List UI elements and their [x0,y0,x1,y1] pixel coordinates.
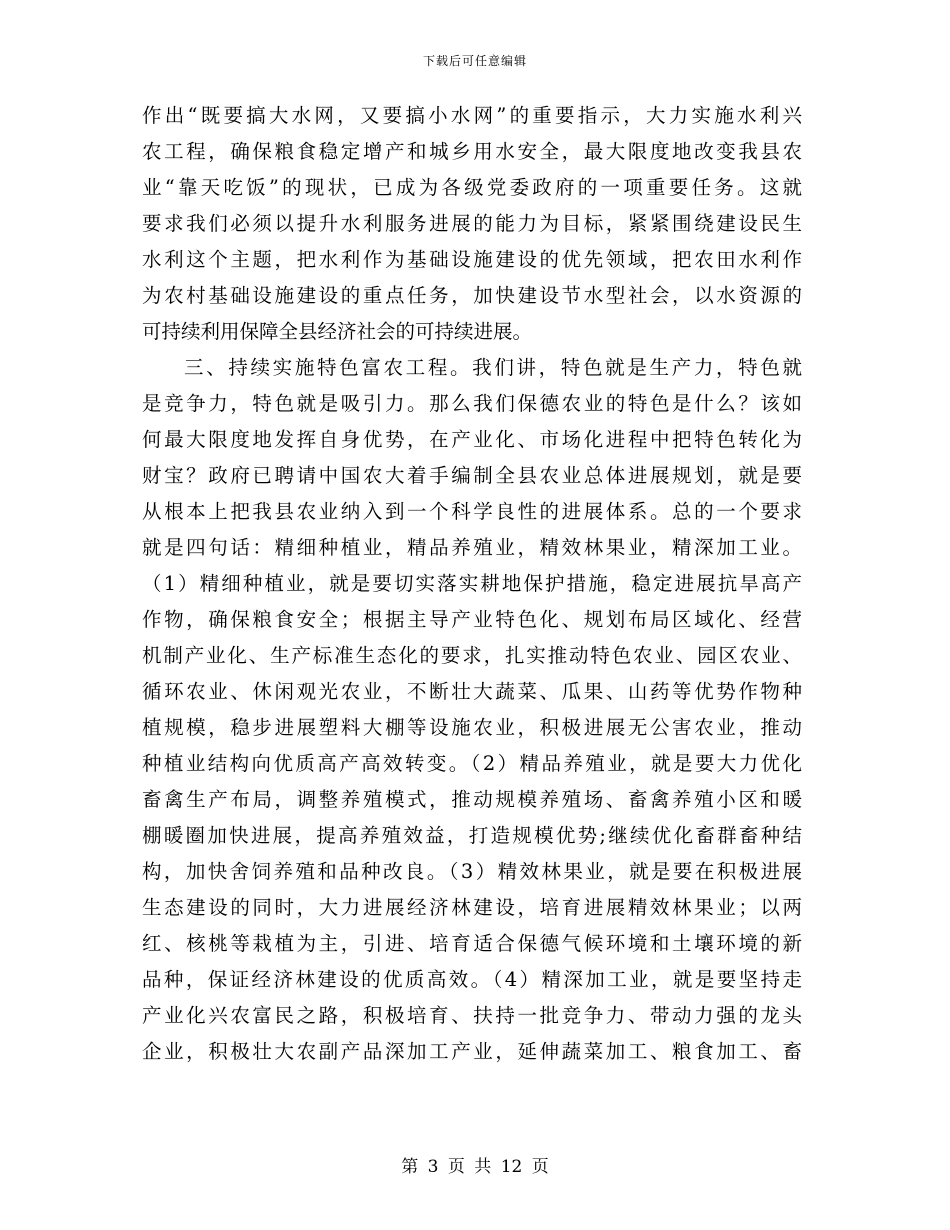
body-text [142,98,802,1070]
text-line: 可持续利用保障全县经济社会的可持续进展。 [142,320,533,343]
page-header: 下载后可任意编辑 [422,54,527,68]
text-line: 畜禽生产布局，调整养殖模式，推动规模养殖场、畜禽养殖小区和暖 [142,788,802,811]
text-line: （1）精细种植业，就是要切实落实耕地保护措施，稳定进展抗旱高产 [142,572,802,595]
text-line: 品种，保证经济林建设的优质高效。（4）精深加工业，就是要坚持走 [142,968,802,991]
text-line: 企业，积极壮大农副产品深加工产业，延伸蔬菜加工、粮食加工、畜 [142,1040,802,1063]
text-line: 机制产业化、生产标准生态化的要求，扎实推动特色农业、园区农业、 [142,644,802,667]
text-line: 业“靠天吃饭”的现状，已成为各级党委政府的一项重要任务。这就 [142,176,802,199]
text-line: 财宝？政府已聘请中国农大着手编制全县农业总体进展规划，就是要 [142,464,802,487]
text-line: 棚暖圈加快进展，提高养殖效益，打造规模优势;继续优化畜群畜种结 [142,824,802,847]
text-line: 作物，确保粮食安全；根据主导产业特色化、规划布局区域化、经营 [142,608,802,631]
text-line: 农工程，确保粮食稳定增产和城乡用水安全，最大限度地改变我县农 [142,140,802,163]
page-number-footer: 第 3 页 共 12 页 [401,1157,549,1177]
text-line: 水利这个主题，把水利作为基础设施建设的优先领域，把农田水利作 [142,248,802,271]
text-line: 从根本上把我县农业纳入到一个科学良性的进展体系。总的一个要求 [142,500,802,523]
text-line: 为农村基础设施建设的重点任务，加快建设节水型社会，以水资源的 [142,284,802,307]
text-line: 作出“既要搞大水网，又要搞小水网”的重要指示，大力实施水利兴 [142,104,802,127]
text-line: 生态建设的同时，大力进展经济林建设，培育进展精效林果业；以两 [142,896,802,919]
text-line: 循环农业、休闲观光农业，不断壮大蔬菜、瓜果、山药等优势作物种 [142,680,802,703]
text-line: 就是四句话：精细种植业，精品养殖业，精效林果业，精深加工业。 [142,536,802,559]
text-line: 构，加快舍饲养殖和品种改良。（3）精效林果业，就是要在积极进展 [142,860,802,883]
paragraph-start-line: 三、持续实施特色富农工程。我们讲，特色就是生产力，特色就 [184,356,802,379]
text-line: 红、核桃等栽植为主，引进、培育适合保德气候环境和土壤环境的新 [142,932,802,955]
text-line: 产业化兴农富民之路，积极培育、扶持一批竞争力、带动力强的龙头 [142,1004,802,1027]
text-line: 是竞争力，特色就是吸引力。那么我们保德农业的特色是什么？该如 [142,392,802,415]
text-line: 何最大限度地发挥自身优势，在产业化、市场化进程中把特色转化为 [142,428,802,451]
text-line: 要求我们必须以提升水利服务进展的能力为目标，紧紧围绕建设民生 [142,212,802,235]
text-line: 植规模，稳步进展塑料大棚等设施农业，积极进展无公害农业，推动 [142,716,802,739]
text-line: 种植业结构向优质高产高效转变。（2）精品养殖业，就是要大力优化 [142,752,802,775]
